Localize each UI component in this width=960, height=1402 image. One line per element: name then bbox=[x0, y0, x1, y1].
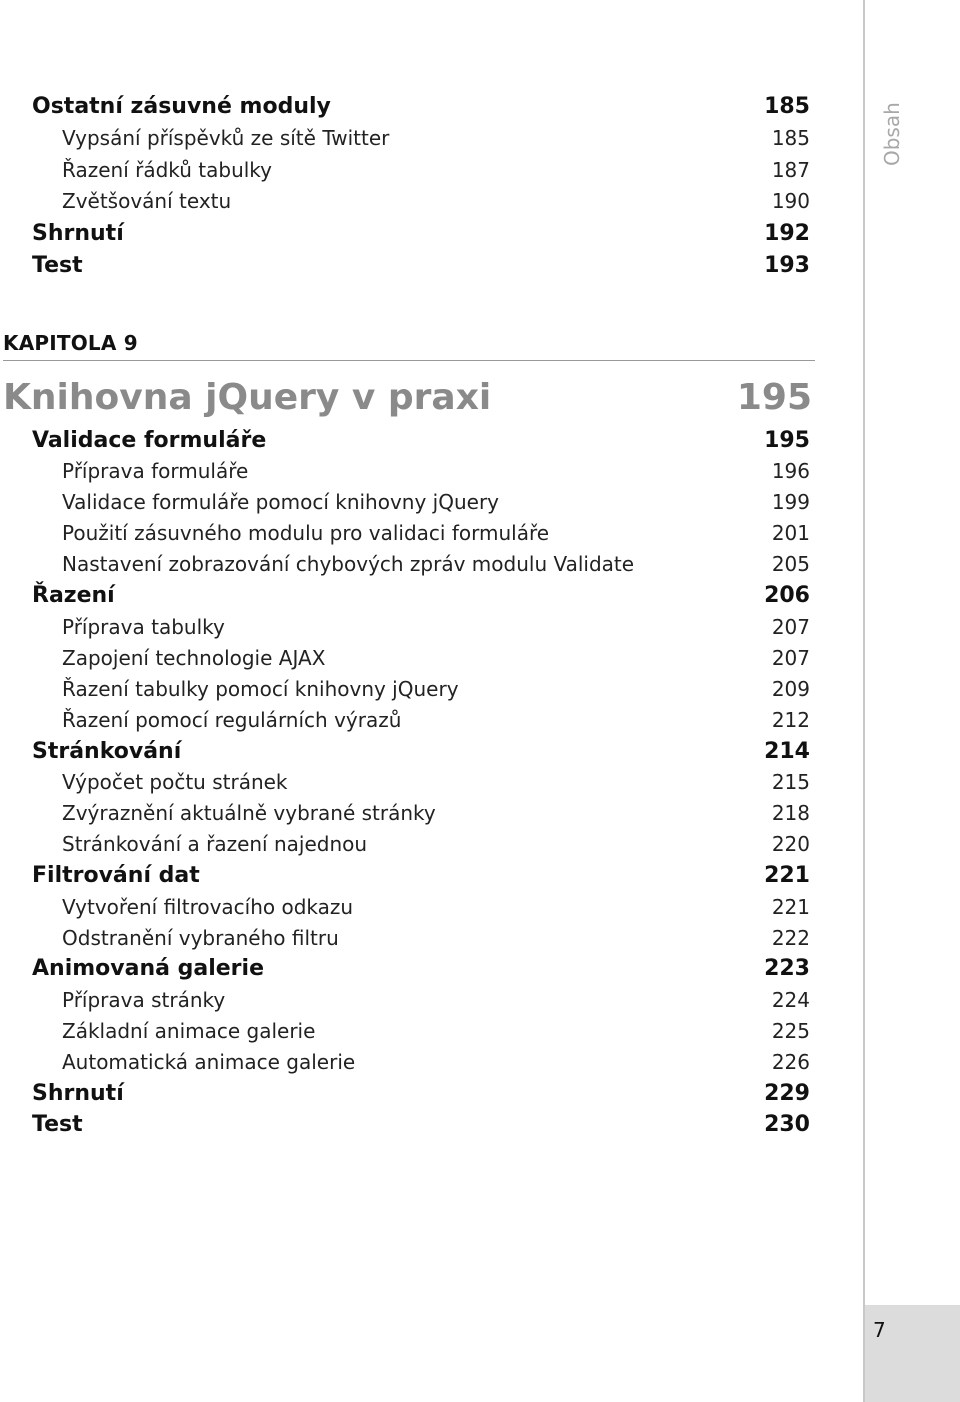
toc-entry-page: 190 bbox=[771, 189, 810, 214]
toc-entry-title: Vytvoření filtrovacího odkazu bbox=[62, 894, 354, 919]
toc-entry-page: 206 bbox=[764, 583, 810, 608]
toc-entry-page: 215 bbox=[771, 770, 810, 795]
toc-entry-title: Zvýraznění aktuálně vybrané stránky bbox=[62, 801, 436, 826]
toc-entry-title: Výpočet počtu stránek bbox=[62, 770, 288, 795]
toc-entry-title: Řazení řádků tabulky bbox=[62, 157, 273, 182]
toc-entry-page: 221 bbox=[764, 862, 810, 888]
toc-entry-page: 207 bbox=[771, 645, 810, 670]
toc-entry-title: Shrnutí bbox=[32, 1080, 124, 1106]
toc-entry bbox=[0, 249, 810, 281]
side-tab-label: Obsah bbox=[880, 102, 904, 166]
toc-entry-page: 223 bbox=[764, 956, 810, 982]
chapter-page: 195 bbox=[736, 376, 812, 418]
margin-divider bbox=[863, 0, 865, 1402]
toc-entry bbox=[0, 735, 810, 767]
toc-entry-page: 187 bbox=[771, 157, 810, 182]
toc-entry-title: Filtrování dat bbox=[32, 862, 200, 888]
toc-entry bbox=[0, 953, 810, 985]
toc-entry-page: 209 bbox=[771, 676, 810, 701]
toc-entry bbox=[0, 922, 810, 954]
toc-entry-page: 207 bbox=[771, 614, 810, 639]
toc-entry bbox=[0, 185, 810, 217]
toc-entry bbox=[0, 1077, 810, 1109]
toc-entry-title: Animovaná galerie bbox=[32, 956, 264, 982]
toc-entry-title: Shrnutí bbox=[32, 220, 124, 246]
toc-entry bbox=[0, 455, 810, 487]
toc-entry bbox=[0, 122, 810, 154]
toc-entry bbox=[0, 424, 810, 456]
toc-entry bbox=[0, 1046, 810, 1078]
toc-entry bbox=[0, 859, 810, 891]
toc-entry bbox=[0, 154, 810, 186]
chapter-label: KAPITOLA 9 bbox=[3, 331, 138, 355]
toc-entry bbox=[0, 891, 810, 923]
toc-entry bbox=[0, 1015, 810, 1047]
toc-entry-title: Řazení pomocí regulárních výrazů bbox=[62, 707, 402, 732]
toc-entry bbox=[0, 548, 810, 580]
toc-entry-title: Test bbox=[32, 252, 83, 278]
toc-entry-title: Zapojení technologie AJAX bbox=[62, 645, 326, 670]
toc-entry bbox=[0, 90, 810, 122]
toc-entry-page: 192 bbox=[764, 220, 810, 246]
toc-entry-page: 214 bbox=[764, 738, 810, 764]
toc-entry-title: Validace formuláře pomocí knihovny jQuery bbox=[62, 490, 500, 515]
toc-entry-title: Stránkování a řazení najednou bbox=[62, 832, 368, 857]
toc-entry-page: 230 bbox=[764, 1111, 810, 1137]
toc-entry-title: Zvětšování textu bbox=[62, 189, 232, 214]
toc-entry-page: 220 bbox=[771, 832, 810, 857]
side-tab bbox=[880, 96, 904, 176]
toc-entry-title: Stránkování bbox=[32, 738, 182, 764]
toc-entry-title: Použití zásuvného modulu pro validaci formuláře bbox=[62, 521, 550, 546]
toc-entry-title: Ostatní zásuvné moduly bbox=[32, 93, 331, 119]
toc-entry bbox=[0, 517, 810, 549]
toc-entry-page: 199 bbox=[771, 490, 810, 515]
toc-entry-page: 193 bbox=[764, 252, 810, 278]
toc-entry bbox=[0, 217, 810, 249]
chapter-title: Knihovna jQuery v praxi bbox=[3, 376, 492, 418]
toc-entry-page: 218 bbox=[771, 801, 810, 826]
toc-entry-page: 195 bbox=[764, 427, 810, 453]
toc-entry-page: 224 bbox=[771, 987, 810, 1012]
toc-entry-page: 201 bbox=[771, 521, 810, 546]
chapter-divider bbox=[3, 360, 815, 361]
toc-entry-title: Test bbox=[32, 1111, 83, 1137]
toc-entry-page: 196 bbox=[771, 459, 810, 484]
toc-entry-page: 212 bbox=[771, 707, 810, 732]
toc-entry-page: 221 bbox=[771, 894, 810, 919]
page-number: 7 bbox=[873, 1318, 886, 1342]
toc-entry bbox=[0, 642, 810, 674]
toc-entry-page: 229 bbox=[764, 1080, 810, 1106]
toc-entry bbox=[0, 486, 810, 518]
toc-entry-title: Řazení tabulky pomocí knihovny jQuery bbox=[62, 676, 459, 701]
toc-entry-title: Řazení bbox=[32, 583, 115, 608]
toc-entry-page: 205 bbox=[771, 552, 810, 577]
chapter-heading bbox=[0, 372, 812, 422]
toc-entry bbox=[0, 580, 810, 612]
toc-entry bbox=[0, 673, 810, 705]
toc-entry-page: 225 bbox=[771, 1018, 810, 1043]
toc-entry-title: Odstranění vybraného filtru bbox=[62, 925, 339, 950]
toc-entry-title: Automatická animace galerie bbox=[62, 1050, 356, 1074]
toc-entry-page: 226 bbox=[771, 1050, 810, 1074]
toc-entry-title: Nastavení zobrazování chybových zpráv modulu Validate bbox=[62, 552, 635, 577]
toc-entry bbox=[0, 611, 810, 643]
toc-entry-title: Příprava stránky bbox=[62, 987, 226, 1012]
toc-entry bbox=[0, 704, 810, 736]
toc-entry-title: Vypsání příspěvků ze sítě Twitter bbox=[62, 125, 390, 150]
toc-entry-page: 222 bbox=[771, 925, 810, 950]
toc-entry-title: Validace formuláře bbox=[32, 427, 267, 453]
toc-entry bbox=[0, 766, 810, 798]
toc-entry bbox=[0, 984, 810, 1016]
toc-entry-page: 185 bbox=[764, 93, 810, 119]
toc-entry-page: 185 bbox=[771, 125, 810, 150]
toc-entry-title: Základní animace galerie bbox=[62, 1018, 316, 1043]
toc-entry-title: Příprava tabulky bbox=[62, 614, 225, 639]
toc-entry bbox=[0, 797, 810, 829]
toc-entry bbox=[0, 828, 810, 860]
toc-entry bbox=[0, 1108, 810, 1140]
toc-entry-title: Příprava formuláře bbox=[62, 459, 249, 484]
